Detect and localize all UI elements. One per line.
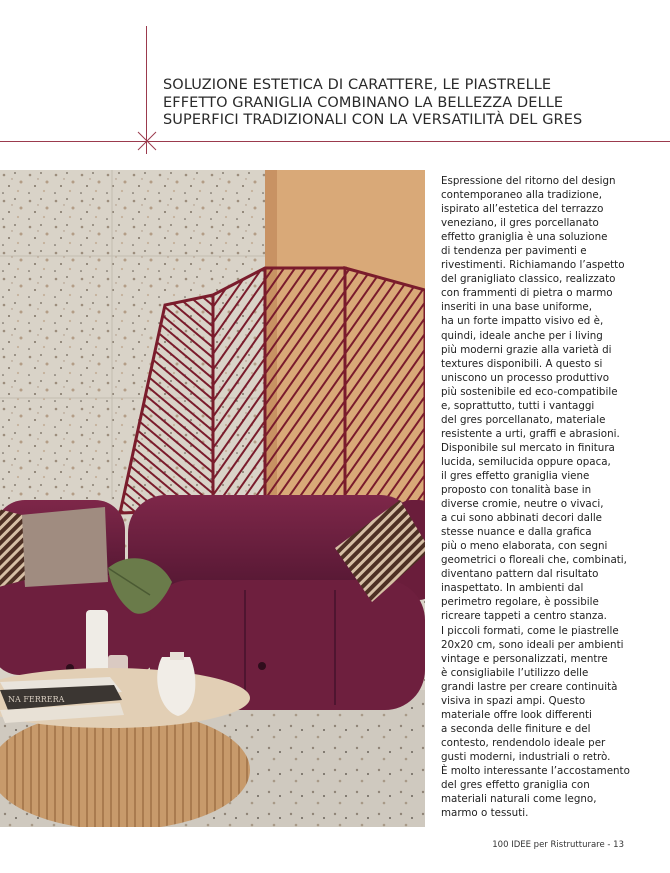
heading-line: SUPERFICI TRADIZIONALI CON LA VERSATILITÀ DEL GRES	[163, 112, 583, 128]
article-line: a cui sono abbinati decori dalle	[441, 512, 603, 525]
article-line: effetto graniglia è una soluzione	[441, 231, 608, 244]
article-line: È molto interessante l’accostamento	[441, 764, 630, 777]
article-line: e, soprattutto, tutti i vantaggi	[441, 399, 595, 412]
article-line: ha un forte impatto visivo ed è,	[441, 315, 604, 328]
article-line: Disponibile sul mercato in finitura	[441, 441, 615, 454]
article-line: a seconda delle finiture e del	[441, 722, 591, 735]
article-line: ispirato all’estetica del terrazzo	[441, 203, 604, 216]
article-body	[441, 174, 666, 820]
article-line: del gres effetto graniglia con	[441, 779, 590, 792]
article-line: I piccoli formati, come le piastrelle	[441, 624, 619, 637]
article-line: gusti moderni, industriali o retrò.	[441, 750, 611, 763]
horizontal-rule	[0, 141, 670, 142]
cross-mark-icon	[136, 130, 158, 152]
article-line: perimetro regolare, è possibile	[441, 596, 599, 609]
article-line: veneziano, il gres porcellanato	[441, 217, 599, 230]
article-line: 20x20 cm, sono ideali per ambienti	[441, 638, 624, 651]
book-spine-text: NA FERRERA	[8, 695, 65, 704]
article-line: geometrici o floreali che, combinati,	[441, 554, 627, 567]
article-line: proposto con tonalità base in	[441, 484, 592, 497]
article-line: materiali naturali come legno,	[441, 793, 597, 806]
article-line: contesto, rendendolo ideale per	[441, 736, 606, 749]
article-line: stesse nuance e dalla grafica	[441, 526, 592, 539]
heading-line: EFFETTO GRANIGLIA COMBINANO LA BELLEZZA DELLE	[163, 94, 564, 111]
article-line: inaspettato. In ambienti dal	[441, 582, 584, 595]
article-line: del gres porcellanato, materiale	[441, 413, 606, 426]
article-line: è consigliabile l’utilizzo delle	[441, 666, 589, 679]
article-line: resistente a urti, graffi e abrasioni.	[441, 427, 620, 440]
article-line: diverse cromie, neutre o vivaci,	[441, 498, 604, 511]
article-line: di tendenza per pavimenti e	[441, 245, 587, 258]
article-line: il gres effetto graniglia viene	[441, 469, 590, 482]
article-line: quindi, ideale anche per i living	[441, 329, 603, 342]
article-line: più sostenibile ed eco-compatibile	[441, 385, 618, 398]
article-line: marmo o tessuti.	[441, 807, 529, 820]
article-line: rivestimenti. Richiamando l’aspetto	[441, 259, 625, 272]
page-footer: 100 IDEE per Ristrutturare - 13	[492, 840, 624, 850]
article-line: grandi lastre per creare continuità	[441, 680, 618, 693]
heading-line: SOLUZIONE ESTETICA DI CARATTERE, LE PIASTRELLE	[163, 77, 552, 93]
article-line: contemporaneo alla tradizione,	[441, 189, 602, 202]
article-line: del granigliato classico, realizzato	[441, 273, 616, 286]
article-line: con frammenti di pietra o marmo	[441, 287, 613, 300]
article-line: inseriti in una base uniforme,	[441, 301, 592, 314]
article-line: visiva in spazi ampi. Questo	[441, 694, 586, 707]
article-line: lucida, semilucida oppure opaca,	[441, 455, 611, 468]
article-line: diventano pattern dal risultato	[441, 568, 599, 581]
article-line: ricreare tappeti a centro stanza.	[441, 610, 607, 623]
article-line: textures disponibili. A questo si	[441, 357, 603, 370]
article-line: Espressione del ritorno del design	[441, 175, 616, 187]
article-line: materiale offre look differenti	[441, 708, 592, 721]
article-line: uniscono un processo produttivo	[441, 371, 610, 384]
article-line: più moderni grazie alla varietà di	[441, 343, 612, 356]
article-heading	[163, 77, 663, 130]
article-line: più o meno elaborata, con segni	[441, 540, 608, 553]
interior-photo	[0, 170, 425, 827]
article-line: vintage e personalizzati, mentre	[441, 652, 608, 665]
